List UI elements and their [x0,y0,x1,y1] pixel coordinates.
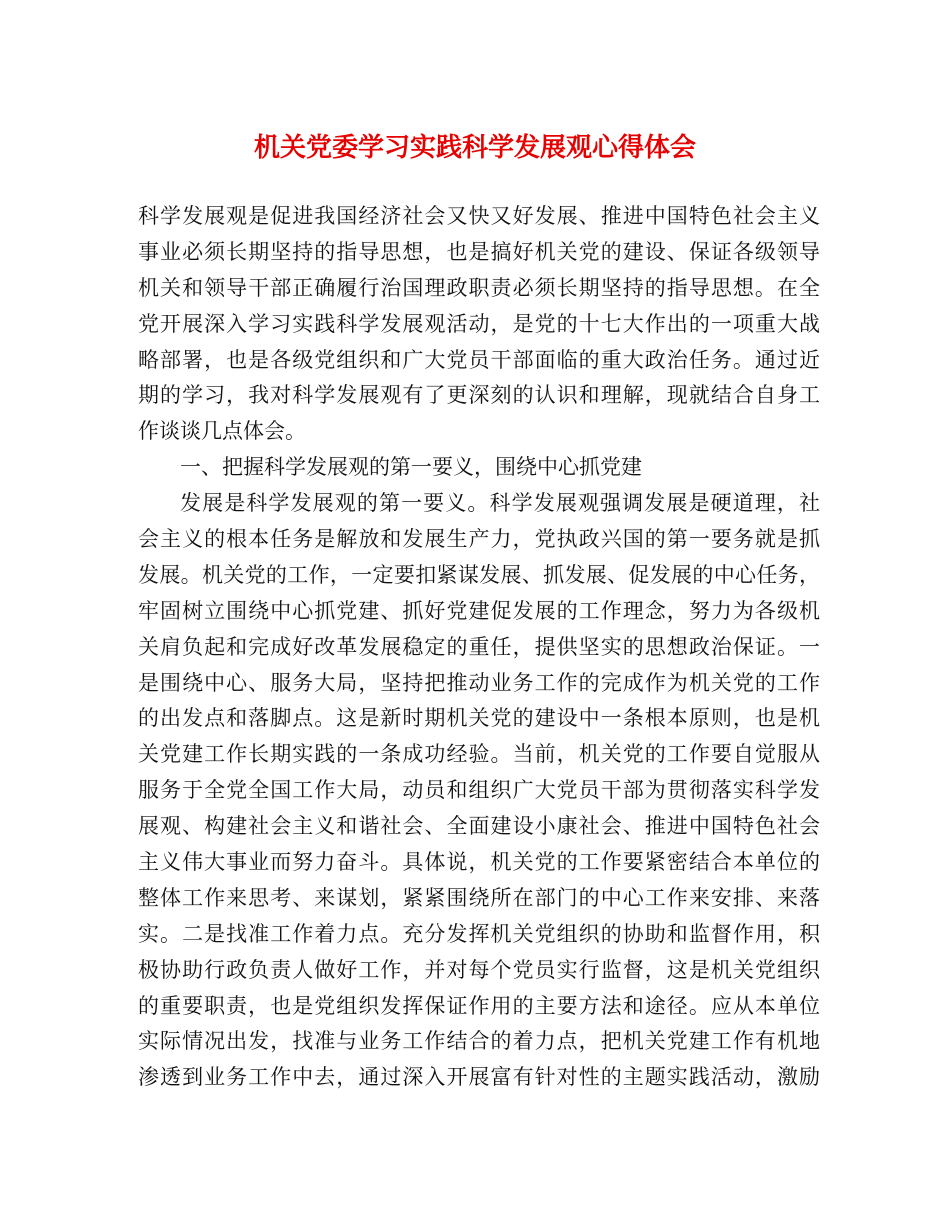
text-line: 关肩负起和完成好改革发展稳定的重任，提供坚实的思想政治保证。一 [138,634,822,659]
document-title: 机关党委学习实践科学发展观心得体会 [253,133,696,163]
text-line: 实际情况出发，找准与业务工作结合的着力点，把机关党建工作有机地 [138,1029,822,1054]
text-line: 牢固树立围绕中心抓党建、抓好党建促发展的工作理念，努力为各级机 [138,598,822,623]
text-line: 极协助行政负责人做好工作，并对每个党员实行监督，这是机关党组织 [138,957,822,982]
text-line: 事业必须长期坚持的指导思想，也是搞好机关党的建设、保证各级领导 [138,239,822,264]
text-line: 略部署，也是各级党组织和广大党员干部面临的重大政治任务。通过近 [138,347,822,372]
text-line: 发展。机关党的工作，一定要扣紧谋发展、抓发展、促发展的中心任务， [138,562,821,587]
text-line: 整体工作来思考、来谋划，紧紧围绕所在部门的中心工作来安排、来落 [138,885,822,910]
text-line: 期的学习，我对科学发展观有了更深刻的认识和理解，现就结合自身工 [138,383,822,408]
text-line: 会主义的根本任务是解放和发展生产力，党执政兴国的第一要务就是抓 [138,527,822,552]
text-line: 一、把握科学发展观的第一要义，围绕中心抓党建 [180,455,642,480]
text-line: 实。二是找准工作着力点。充分发挥机关党组织的协助和监督作用，积 [138,921,822,946]
text-line: 发展是科学发展观的第一要义。科学发展观强调发展是硬道理，社 [180,491,822,516]
text-line: 机关和领导干部正确履行治国理政职责必须长期坚持的指导思想。在全 [138,275,822,300]
text-line: 关党建工作长期实践的一条成功经验。当前，机关党的工作要自觉服从 [138,742,822,767]
text-line: 是围绕中心、服务大局，坚持把推动业务工作的完成作为机关党的工作 [138,670,822,695]
text-line: 的出发点和落脚点。这是新时期机关党的建设中一条根本原则，也是机 [138,706,822,731]
text-line: 渗透到业务工作中去，通过深入开展富有针对性的主题实践活动，激励 [138,1065,822,1090]
text-line: 科学发展观是促进我国经济社会又快又好发展、推进中国特色社会主义 [138,204,822,228]
document-body [138,199,820,1096]
text-line: 服务于全党全国工作大局，动员和组织广大党员干部为贯彻落实科学发 [138,778,822,803]
text-line: 的重要职责，也是党组织发挥保证作用的主要方法和途径。应从本单位 [138,993,822,1018]
text-line: 主义伟大事业而努力奋斗。具体说，机关党的工作要紧密结合本单位的 [138,850,822,875]
text-line: 展观、构建社会主义和谐社会、全面建设小康社会、推进中国特色社会 [138,814,822,839]
text-line: 党开展深入学习实践科学发展观活动，是党的十七大作出的一项重大战 [138,311,822,336]
text-line: 作谈谈几点体会。 [138,419,306,444]
